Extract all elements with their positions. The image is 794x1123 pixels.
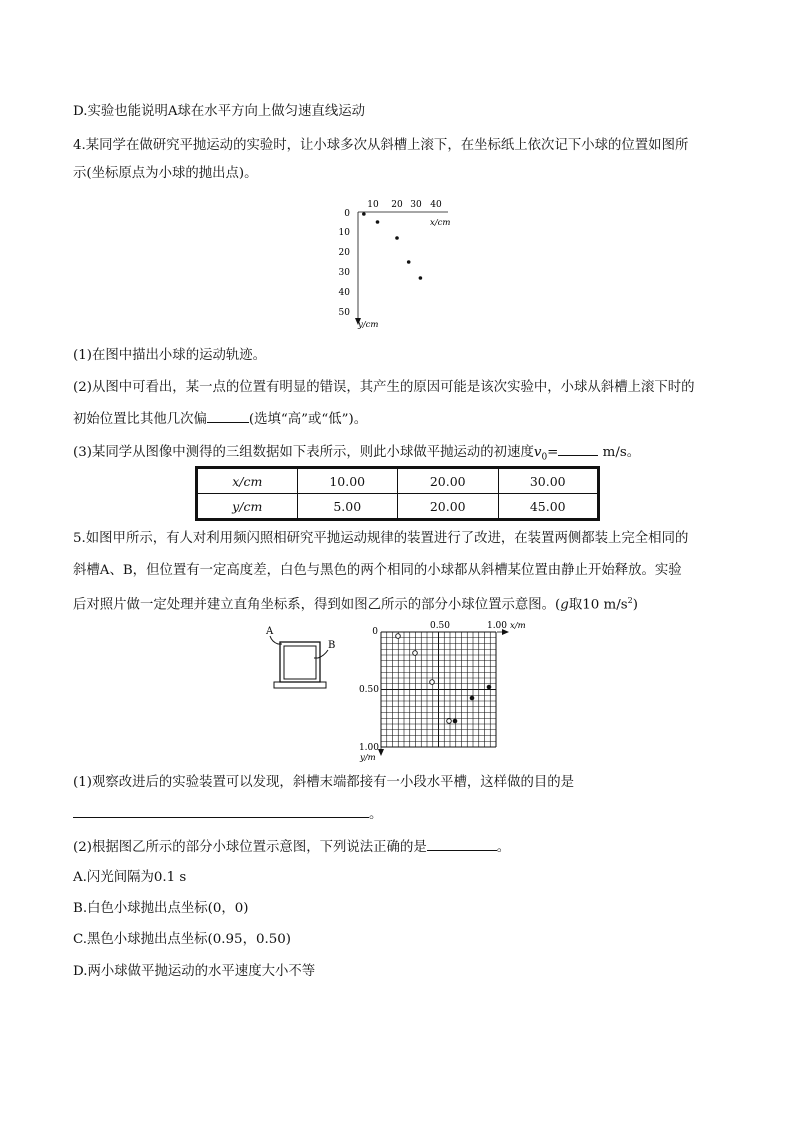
y-tick-20: 20 xyxy=(338,248,350,258)
table-cell: 5.00 xyxy=(297,494,398,520)
question-4-part-2-line-2 xyxy=(73,408,367,430)
x-tick-20: 20 xyxy=(391,200,403,210)
q5-text-post: ) xyxy=(632,597,638,613)
data-table xyxy=(195,466,600,521)
question-5-line-3 xyxy=(73,591,638,615)
origin-label: 0 xyxy=(372,627,378,637)
ball-point xyxy=(395,236,399,240)
x-axis-label: x/m xyxy=(510,621,526,631)
y-axis-label: y/cm xyxy=(358,320,379,330)
grid xyxy=(381,632,496,750)
apparatus-figure xyxy=(258,622,348,692)
black-ball xyxy=(487,685,492,690)
x-tick-30: 30 xyxy=(410,200,422,210)
y-tick-40: 40 xyxy=(338,288,350,298)
ball-point xyxy=(419,276,423,280)
question-5-part-1: (1)观察改进后的实验装置可以发现，斜槽末端都接有一小段水平槽，这样做的目的是 xyxy=(73,775,575,790)
q5-text-mid: 取10 m/s xyxy=(568,597,628,613)
y-tick-30: 30 xyxy=(338,268,350,278)
table-cell: 10.00 xyxy=(297,468,398,494)
x-tick-40: 40 xyxy=(430,200,442,210)
g-symbol: g xyxy=(560,597,569,613)
question-5-part-2 xyxy=(73,836,510,858)
y-tick-1.00: 1.00 xyxy=(358,743,379,753)
base xyxy=(274,682,326,688)
option-d-q3: D.实验也能说明A球在水平方向上做匀速直线运动 xyxy=(73,104,365,119)
x-tick-10: 10 xyxy=(367,200,379,210)
table-cell: 45.00 xyxy=(498,494,599,520)
table-cell: x/cm xyxy=(197,468,298,494)
y-tick-10: 10 xyxy=(338,228,350,238)
answer-blank-q5-2[interactable] xyxy=(427,836,497,851)
answer-blank-q5-1[interactable] xyxy=(73,803,369,818)
x-tick-1.00: 1.00 xyxy=(486,621,508,631)
question-5-part-1-answer xyxy=(73,803,382,825)
frame-inner xyxy=(284,646,316,679)
white-ball xyxy=(430,680,435,685)
point-group xyxy=(362,212,422,280)
q5-text-pre: 后对照片做一定处理并建立直角坐标系，得到如图乙所示的部分小球位置示意图。( xyxy=(73,597,561,613)
question-4-part-2-line-1: (2)从图中可看出，某一点的位置有明显的错误，其产生的原因可能是该次实验中，小球从斜槽上滚下时的 xyxy=(73,380,695,395)
table-cell: y/cm xyxy=(197,494,298,520)
option-a: A.闪光间隔为0.1 s xyxy=(73,870,187,885)
equals-sign: = xyxy=(547,445,559,460)
v-symbol: v xyxy=(533,445,542,460)
table-row xyxy=(197,494,599,520)
question-5-line-1: 5.如图甲所示，有人对利用频闪照相研究平抛运动规律的装置进行了改进，在装置两侧都装上完全相同的 xyxy=(73,531,689,546)
exponent: 2 xyxy=(627,596,633,605)
question-4-line-1: 4.某同学在做研究平抛运动的实验时，让小球多次从斜槽上滚下，在坐标纸上依次记下小球的位置如图所 xyxy=(73,138,689,153)
v-subscript: 0 xyxy=(541,452,548,463)
y-axis-label: y/m xyxy=(360,753,376,763)
answer-blank-q4-2[interactable] xyxy=(207,408,249,423)
y-tick-0.50: 0.50 xyxy=(358,685,379,695)
label-a: A xyxy=(266,626,274,637)
q4-2-text-pre: 初始位置比其他几次偏 xyxy=(73,412,207,427)
ball-point xyxy=(376,220,380,224)
question-4-line-2: 示(坐标原点为小球的抛出点)。 xyxy=(73,166,258,181)
table-cell: 20.00 xyxy=(398,468,499,494)
answer-blank-q4-3[interactable] xyxy=(558,441,598,456)
x-axis-label: x/cm xyxy=(430,218,451,228)
q4-2-text-post: (选填“高”或“低”)。 xyxy=(248,412,368,427)
ball-point xyxy=(362,212,366,216)
ball-point xyxy=(407,260,411,264)
x-tick-0.50: 0.50 xyxy=(429,621,451,631)
option-b: B.白色小球抛出点坐标(0，0) xyxy=(73,901,249,916)
question-4-part-3 xyxy=(73,441,640,468)
unit-text: m/s。 xyxy=(602,445,641,460)
q5-2-text-pre: (2)根据图乙所示的部分小球位置示意图，下列说法正确的是 xyxy=(73,840,427,855)
white-ball xyxy=(396,634,401,639)
black-ball xyxy=(453,719,458,724)
table-row xyxy=(197,468,599,494)
white-ball xyxy=(413,651,418,656)
trajectory-figure xyxy=(330,196,470,332)
white-ball xyxy=(447,719,452,724)
y-tick-0: 0 xyxy=(344,209,350,219)
option-d: D.两小球做平抛运动的水平速度大小不等 xyxy=(73,964,316,979)
question-4-part-1: (1)在图中描出小球的运动轨迹。 xyxy=(73,348,267,363)
table-cell: 20.00 xyxy=(398,494,499,520)
y-tick-50: 50 xyxy=(338,308,350,318)
question-5-line-2: 斜槽A、B，但位置有一定高度差，白色与黑色的两个相同的小球都从斜槽某位置由静止开始释放。实验 xyxy=(73,563,682,578)
q5-1-end: 。 xyxy=(369,807,383,822)
black-balls xyxy=(453,685,492,724)
black-ball xyxy=(470,696,475,701)
ball-position-grid-figure xyxy=(352,616,542,764)
frame-outer xyxy=(280,642,320,682)
label-b: B xyxy=(328,640,336,651)
q4-3-text-pre: (3)某同学从图像中测得的三组数据如下表所示，则此小球做平抛运动的初速度 xyxy=(73,445,534,460)
option-c: C.黑色小球抛出点坐标(0.95，0.50) xyxy=(73,932,292,947)
table-cell: 30.00 xyxy=(498,468,599,494)
q5-2-end: 。 xyxy=(496,840,511,855)
